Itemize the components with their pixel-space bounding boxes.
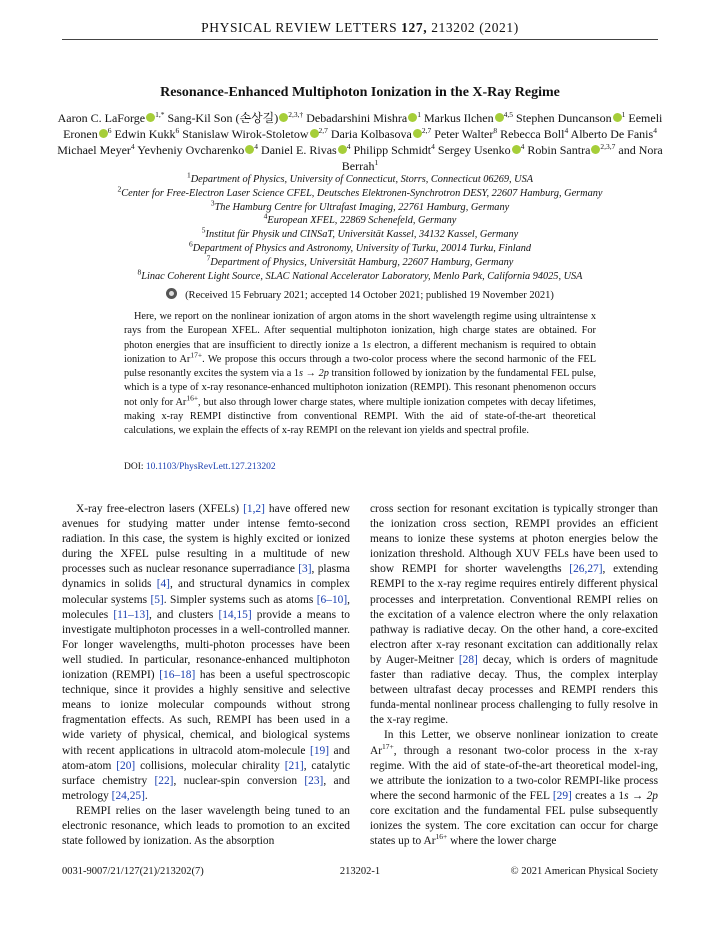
affiliation-marker: 4 [346,142,351,151]
affiliation-marker: 2,7 [421,126,432,135]
author-list: Aaron C. LaForge $^{1,*}$ Sang-Kil Son (손상길) $^{2,3,\dagger}$ Debadarshini Mishra $^1$ Markus Ilchen $^{4,5}$ Stephen Duncanson $^1$ Eemeli Eronen $^6$ Edwin Kukk$^6$ Stanislaw Wirok-Stoletow $^{2,7}$ Daria Kolbasova $^{2,7}$ Peter Walter$^8$ Rebecca Boll$^4$ Alberto De Fanis$^4$ Michael Meyer$^4$ Yevheniy Ovcharenko $^4$ Daniel E. Rivas $^4$ Philipp Schmidt$^4$ Sergey Usenko $^4$ Robin Santra $^{2,3,7}$ and Nora Berrah$^1$ [57,110,663,173]
author-name: Stanislaw Wirok-Stoletow [182,127,309,141]
doi-link[interactable]: 10.1103/PhysRevLett.127.213202 [145,462,276,472]
paper-title: Resonance-Enhanced Multiphoton Ionization in the X-Ray Regime [160,85,560,100]
affiliation-marker: 4 [431,142,435,151]
author-name: Edwin Kukk [114,127,176,141]
orcid-icon[interactable] [279,113,288,122]
citation-link[interactable]: [11–13] [113,608,149,621]
citation-link[interactable]: [22] [154,774,174,787]
received-dates: (Received 15 February 2021; accepted 14 October 2021; published 19 November 2021) [60,288,660,301]
affiliation-marker: 4 [520,142,525,151]
citation-link[interactable]: [21] [284,759,304,772]
author-name: Michael Meyer [57,143,131,157]
author-name: Philipp Schmidt [353,143,432,157]
running-head: PHYSICAL REVIEW LETTERS 127, 213202 (2021) [201,20,519,35]
affiliation-marker: 4 [564,126,569,135]
body-column-right [370,502,658,849]
affiliation: $^7$Department of Physics, Universität Hamburg, 22607 Hamburg, Germany [206,253,514,268]
affiliation-marker: 6 [175,126,180,135]
orcid-icon[interactable] [245,145,254,154]
paragraph-letter: In this Letter, we observe nonlinear ionization to create $Ar^{17+}$, through a resonant two-color process in the x-ray regime. With the aid of state-of-the-art theoretical model-ing, we attribute the ionization to a two-color REMPI-like process where the second harmonic of the FEL [29] creates a 1s → 2p core excitation and the fundamental FEL pulse subsequently ionizes the system. The core excitation can occur for charge states up to $Ar^{16+}$ where the lower charge [370,729,658,848]
citation-link[interactable]: [4] [156,578,170,591]
affiliation-marker: 2,7 [318,126,328,135]
affiliation-list [40,170,680,283]
page-number: 213202-1 [339,866,381,877]
affiliation-marker: 4,5 [503,110,513,119]
affiliation-marker: 1 [417,110,421,119]
citation-link[interactable]: [26,27] [569,563,603,576]
citation-link[interactable]: [29] [552,789,572,802]
citation-link[interactable]: [19] [310,744,330,757]
citation-link[interactable]: [6–10] [316,593,348,606]
author-name: Robin Santra [527,143,591,157]
affiliation-marker: 4 [653,126,657,135]
paragraph-continuation: cross section for resonant excitation is typically stronger than the ionization cross section, REMPI provides an efficient means to ionize these systems at photon energies below the ionization threshold. Although XUV FELs have been used to show REMPI for shorter wavelengths [26,27], extending REMPI to the x-ray regime requires entirely different physical processes and interpretation. Conventional REMPI relies on the excitation of a valence electron where the only relaxation pathway is radiative decay. On the other hand, a core-excited electron after x-ray resonant excitation can additionally relax by Auger-Meitner [28] decay, which is orders of magnitude faster than radiative decay. Thus, the complex interplay between ultrafast decay processes and REMPI renders this funda-mental nonlinear process challenging to fully resolve in the x-ray regime. [370,503,658,727]
orcid-icon[interactable] [512,145,521,154]
citation-link[interactable]: [5] [150,593,164,606]
author-name: Daniel E. Rivas [261,143,337,157]
affiliation: $^6$Department of Physics and Astronomy, University of Turku, 20014 Turku, Finland [188,239,532,254]
affiliation-marker: 4 [130,142,135,151]
author-name: Sergey Usenko [437,143,511,157]
affiliation-marker: 1 [374,158,379,167]
author-name: Peter Walter [434,127,494,141]
citation-link[interactable]: [3] [298,563,312,576]
author-name: Markus Ilchen [423,111,494,125]
affiliation-marker: 1 [621,110,626,119]
footer-code: 0031-9007/21/127(21)/213202(7) [62,866,204,877]
doi-line: DOI: 10.1103/PhysRevLett.127.213202 [124,462,276,472]
author-name: Rebecca Boll [500,127,565,141]
affiliation-marker: 2,3,7 [600,142,616,151]
citation-link[interactable]: [14,15] [218,608,252,621]
affiliation-marker: 8 [493,126,498,135]
author-name: Nora Berrah [341,143,663,173]
orcid-icon[interactable] [408,113,417,122]
orcid-icon[interactable] [613,113,622,122]
author-name: Stephen Duncanson [515,111,612,125]
citation-link[interactable]: [1,2] [243,503,265,515]
abstract: Here, we report on the nonlinear ionization of argon atoms in the short wavelength regime using ultraintense x rays from the European XFEL. After sequential multiphoton ionization, high charge states are obtained. For photon energies that are insufficient to directly ionize a 1s electron, a different mechanism is required to obtain ionization to $Ar^{17+}$. We propose this occurs through a two-color process where the second harmonic of the FEL pulse resonantly excites the system via a 1s → 2p transition followed by ionization by the fundamental FEL pulse, which is a type of x-ray resonance-enhanced multiphoton ionization (REMPI). This resonant phenomenon occurs not only for $Ar^{16+}$, but also through lower charge states, where multiple ionization competes with decay lifetimes, making x-ray REMPI distinctive from conventional REMPI. With the aid of state-of-the-art theoretical calculations, we explain the effects of x-ray REMPI on the relevant ion yields and spectral profile. [124,311,597,437]
citation-link[interactable]: [24,25] [111,789,145,802]
orcid-icon[interactable] [495,113,504,122]
author-name: Debadarshini Mishra [306,111,408,125]
orcid-icon[interactable] [310,129,319,138]
crossmark-icon[interactable] [166,288,177,299]
orcid-icon[interactable] [413,129,422,138]
paragraph-rempi: REMPI relies on the laser wavelength being tuned to an electronic resonance, which leads to promotion to an excited state followed by ionization. As the absorption [62,804,350,848]
orcid-icon[interactable] [99,129,108,138]
author-name: Yevheniy Ovcharenko [137,143,245,157]
affiliation-marker: 1,* [155,110,165,119]
copyright: © 2021 American Physical Society [510,866,658,877]
affiliation-marker: 4 [254,142,259,151]
affiliation: $^1$Department of Physics, University of Connecticut, Storrs, Connecticut 06269, USA [186,170,534,185]
affiliation: $^2$Center for Free-Electron Laser Science CFEL, Deutsches Elektronen-Synchrotron DESY, 22607 Hamburg, Germany [117,184,603,199]
paragraph-intro: X-ray free-electron lasers (XFELs) [1,2] have offered new avenues for studying matter under intense femto-second radiation. In this case, the system is highly excited or ionized during the XFEL pulse resulting in a multitude of new processes such as nuclear resonance superradiance [3], plasma dynamics in solids [4], and structural dynamics in complex molecular systems [5]. Simpler systems such as atoms [6–10], molecules [11–13], and clusters [14,15] provide a means to investigate multiphoton processes in a well-controlled manner. For longer wavelengths, multi-photon processes have been well studied. In particular, resonance-enhanced multiphoton ionization (REMPI) [16–18] has been a useful spectroscopic technique, since it provides a highly sensitive and selective means to ionize molecular compounds without strong fragmentation effects. As such, REMPI has been used in a wide variety of physical, chemical, and biological systems with recent applications in ultracold atom-molecule [19] and atom-atom [20] collisions, molecular chirality [21], catalytic surface chemistry [22], nuclear-spin conversion [23], and metrology [24,25]. [62,503,351,802]
header-rule [62,39,658,40]
author-name: Eemeli Eronen [63,111,663,141]
author-name: Daria Kolbasova [330,127,412,141]
affiliation-marker: 2,3,† [288,110,304,119]
affiliation: $^8$Linac Coherent Light Source, SLAC National Accelerator Laboratory, Menlo Park, California 94025, USA [137,267,583,282]
orcid-icon[interactable] [338,145,347,154]
author-name: Aaron C. LaForge [57,111,146,125]
author-name: Alberto De Fanis [570,127,654,141]
orcid-icon[interactable] [146,113,155,122]
affiliation-marker: 6 [107,126,112,135]
affiliation: $^5$Institut für Physik und CINSaT, Universität Kassel, 34132 Kassel, Germany [201,225,519,241]
body-column-left [62,502,350,849]
citation-link[interactable]: [23] [304,774,324,787]
citation-link[interactable]: [16–18] [159,669,196,682]
citation-link[interactable]: [28] [458,653,478,666]
author-name: Sang-Kil Son (손상길) [167,111,279,125]
citation-link[interactable]: [20] [116,759,136,772]
affiliation: $^3$The Hamburg Centre for Ultrafast Imaging, 22761 Hamburg, Germany [210,198,510,213]
affiliation: $^4$European XFEL, 22869 Schenefeld, Germany [263,211,457,227]
